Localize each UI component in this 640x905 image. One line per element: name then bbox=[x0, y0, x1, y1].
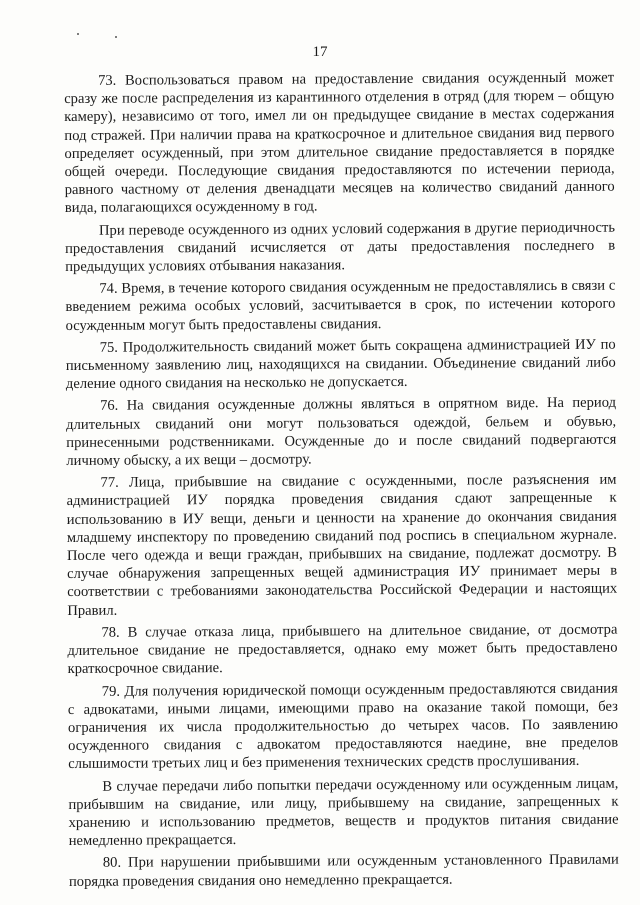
page-number: 17 bbox=[312, 44, 328, 60]
paragraph-73: 73. Воспользоваться правом на предоставление свидания осужденный может сразу же после распределения из карантинного отделения в отряд (для тюрем – общую камеру), независимо от того, имел ли он предыдущее свидание в местах содержания под стражей. При наличии права на краткосрочное и длительное свидания вид первого определяет осужденный, при этом длительное свидание предоставляется в порядке общей очереди. Последующие свидания предоставляются по истечении периода, равного частному от деления двенадцати месяцев на количество свиданий данного вида, полагающихся осужденному в год. bbox=[64, 69, 615, 217]
paragraph-80: 80. При нарушении прибывшими или осужденным установленного Правилами порядка проведения свидания оно немедленно прекращается. bbox=[68, 851, 619, 890]
paragraph-76: 76. На свидания осужденные должны являться в опрятном виде. На период длительных свиданий они могут пользоваться одеждой, бельем и обувью, принесенными родственниками. Осужденные до и после свиданий подвергаются личному обыску, а их вещи – досмотру. bbox=[66, 395, 617, 470]
paragraph-79-cont: В случае передачи либо попытки передачи осужденному или осужденным лицам, прибывшим на свидание, или лицу, прибывшему на свидание, запрещенных к хранению и использованию предметов, веществ и продуктов питания свидание немедленно прекращается. bbox=[68, 775, 619, 850]
document-body bbox=[64, 69, 619, 895]
paragraph-73-cont: При переводе осужденного из одних условий содержания в другие периодичность предоставления свиданий исчисляется от даты предоставления последнего в предыдущих условиях отбывания наказания. bbox=[65, 219, 616, 276]
paragraph-78: 78. В случае отказа лица, прибывшего на длительное свидание, от досмотра длительное свидание не предоставляется, однако ему может быть предоставлено краткосрочное свидание. bbox=[67, 621, 618, 678]
paragraph-79: 79. Для получения юридической помощи осужденным предоставляются свидания с адвокатами, иными лицами, имеющими право на оказание такой помощи, без ограничения их числа продолжительностью до четырех часов. По заявлению осужденного свидания с адвокатом предоставляются наедине, вне пределов слышимости третьих лиц и без применения технических средств прослушивания. bbox=[67, 680, 619, 773]
paragraph-75: 75. Продолжительность свиданий может быть сокращена администрацией ИУ по письменному заявлению лиц, находящихся на свидании. Объединение свиданий либо деление одного свидания на несколько не допускается. bbox=[65, 336, 616, 393]
scan-speck bbox=[77, 33, 79, 35]
paragraph-74: 74. Время, в течение которого свидания осужденным не предоставлялись в связи с введением режима особых условий, засчитывается в срок, по истечении которого осужденным могут быть предоставлены свидания. bbox=[65, 277, 616, 334]
paragraph-77: 77. Лица, прибывшие на свидание с осужденными, после разъяснения им администрацией ИУ порядка проведения свидания сдают запрещенные к использованию в ИУ вещи, деньги и ценности на хранение до окончания свидания младшему инспектору по проведению свиданий под роспись в специальном журнале. После чего одежда и вещи граждан, прибывших на свидание, подлежат досмотру. В случае обнаружения запрещенных вещей администрация ИУ принимает меры в соответствии с требованиями законодательства Российской Федерации и настоящих Правил. bbox=[66, 471, 618, 619]
scan-speck bbox=[115, 36, 117, 38]
